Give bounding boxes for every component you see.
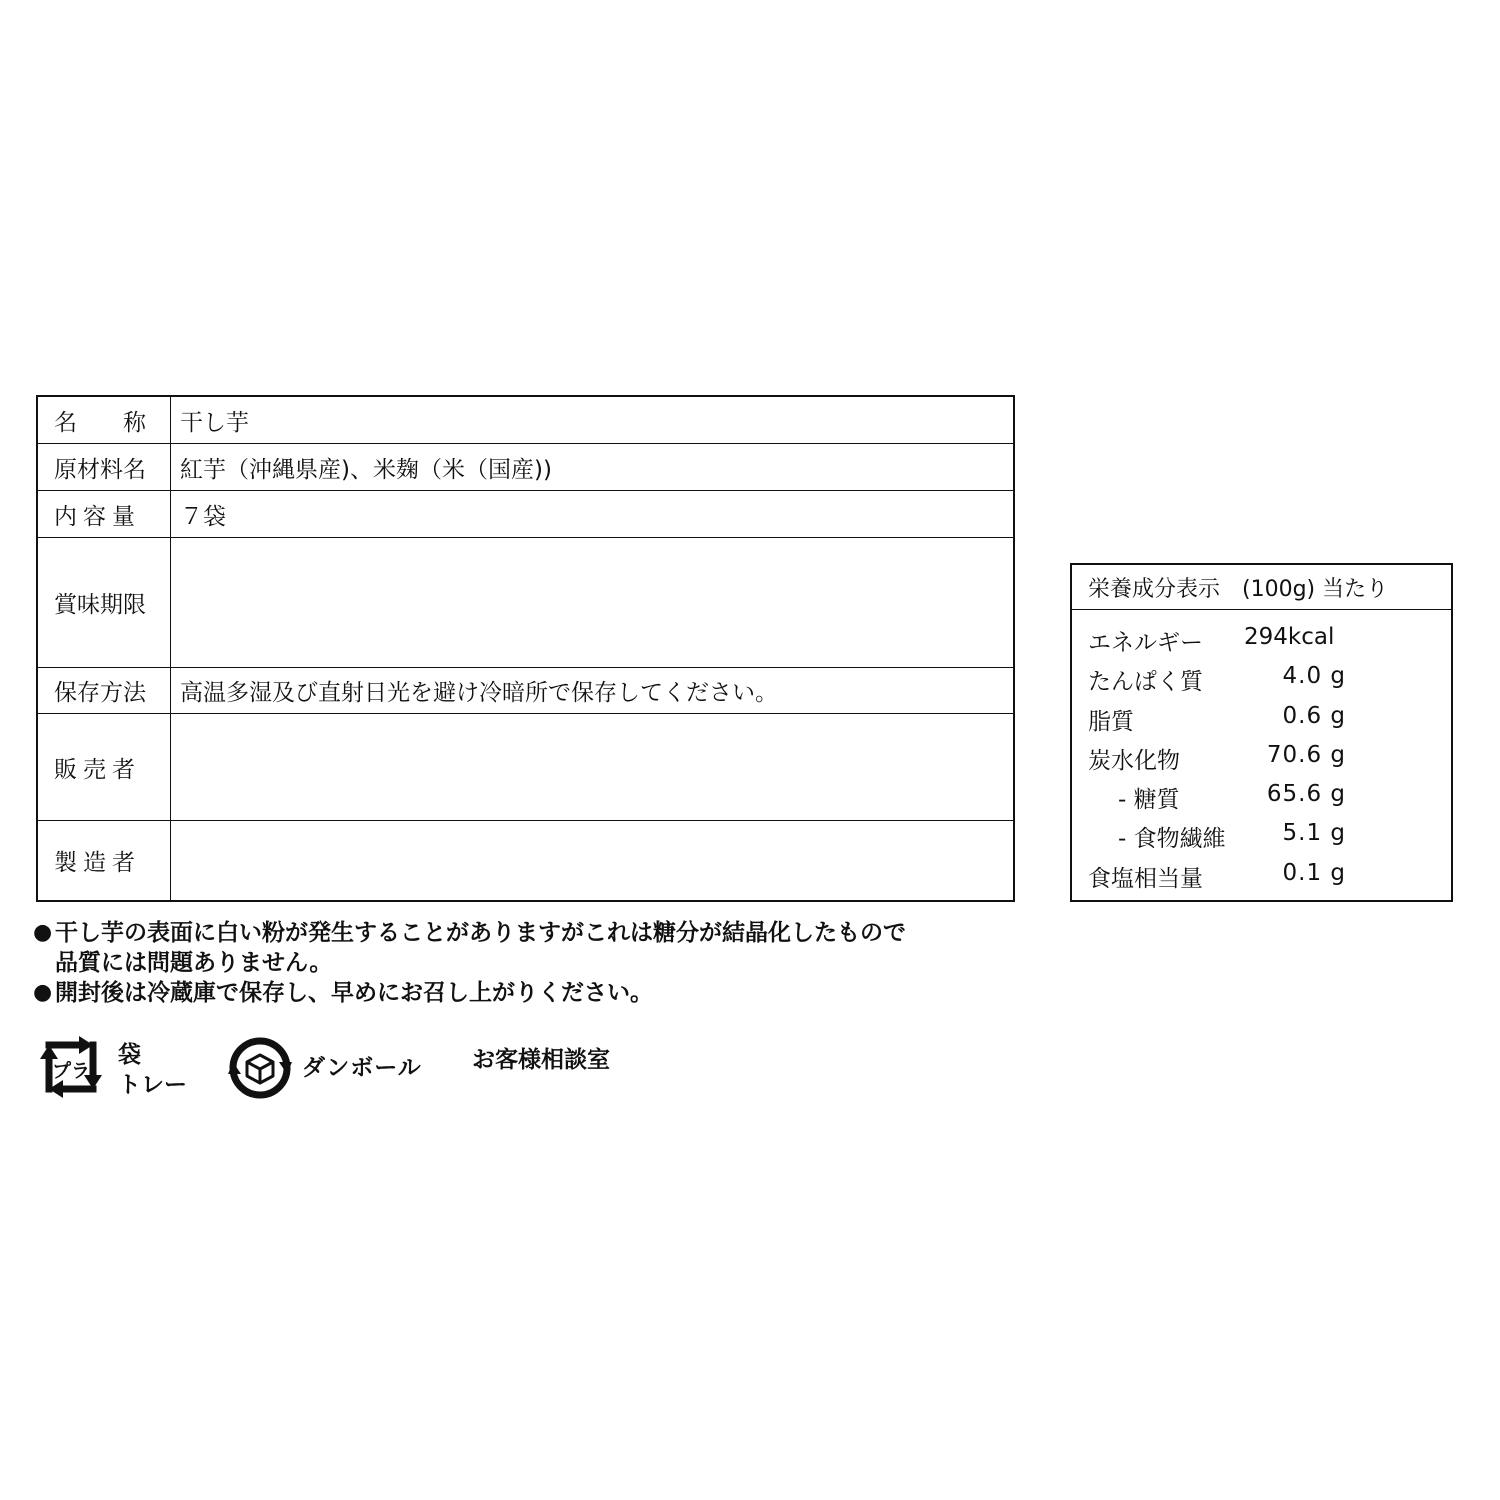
nutrition-value: 70.6 g — [1266, 741, 1346, 768]
nutrition-name: エネルギー — [1088, 630, 1203, 656]
customer-consultation: お客様相談室 — [472, 1047, 610, 1073]
notes — [33, 918, 1033, 1008]
label-head-manufacturer: 製造者 — [38, 821, 171, 900]
plastic-label-tray: トレー — [118, 1072, 187, 1098]
nutrition-row-protein — [1072, 659, 1451, 698]
bullet-icon: ● — [33, 920, 53, 945]
note-text: 開封後は冷蔵庫で保存し、早めにお召し上がりください。 — [55, 980, 653, 1006]
nutrition-row-fiber — [1072, 816, 1451, 855]
nutrition-row-sugar — [1072, 777, 1451, 816]
nutrition-value: 4.0 g — [1282, 663, 1346, 690]
label-value-manufacturer — [171, 821, 1013, 900]
plastic-label-bag: 袋 — [118, 1042, 141, 1068]
nutrition-row-energy — [1072, 620, 1451, 659]
label-row-ingredients — [38, 443, 1013, 490]
note-text: 干し芋の表面に白い粉が発生することがありますがこれは糖分が結晶化したもので 品質には問題ありません。 — [55, 920, 906, 976]
label-row-manufacturer — [38, 820, 1013, 900]
nutrition-value: 65.6 g — [1266, 781, 1346, 808]
nutrition-row-fat — [1072, 699, 1451, 738]
product-label-table — [36, 395, 1015, 902]
label-value-best-before — [171, 538, 1013, 667]
label-row-seller — [38, 713, 1013, 820]
nutrition-facts-box — [1070, 563, 1453, 902]
plastic-recycle-icon — [35, 1035, 107, 1099]
nutrition-name: 炭水化物 — [1088, 747, 1180, 774]
label-value-name: 干し芋 — [180, 409, 249, 436]
label-value-storage: 高温多湿及び直射日光を避け冷暗所で保存してください。 — [180, 680, 778, 706]
nutrition-value: 294kcal — [1244, 624, 1335, 650]
label-value-seller — [171, 714, 1013, 820]
label-row-best-before — [38, 537, 1013, 667]
note-item — [33, 978, 1033, 1008]
nutrition-name: - 食物繊維 — [1118, 826, 1226, 853]
label-head-seller: 販売者 — [38, 714, 171, 820]
nutrition-name: - 糖質 — [1118, 787, 1180, 814]
nutrition-list — [1072, 610, 1451, 895]
nutrition-value: 5.1 g — [1282, 820, 1346, 847]
label-value-ingredients: 紅芋（沖縄県産)、米麹（米（国産)) — [180, 456, 552, 483]
nutrition-name: 食塩相当量 — [1088, 865, 1203, 892]
label-value-contents: ７袋 — [180, 503, 226, 530]
label-head-contents: 内容量 — [38, 491, 171, 537]
cardboard-label: ダンボール — [302, 1055, 422, 1081]
pla-mark-text: プラ — [51, 1060, 91, 1082]
nutrition-value: 0.1 g — [1282, 859, 1346, 886]
label-head-storage: 保存方法 — [38, 668, 171, 713]
nutrition-value: 0.6 g — [1282, 702, 1346, 729]
note-item — [33, 918, 1033, 978]
cardboard-recycle-icon — [227, 1035, 293, 1101]
label-row-name — [38, 397, 1013, 443]
nutrition-title: 栄養成分表示 (100g) 当たり — [1072, 565, 1451, 610]
label-row-storage — [38, 667, 1013, 713]
label-head-ingredients: 原材料名 — [38, 444, 171, 490]
nutrition-name: 脂質 — [1088, 708, 1134, 735]
plastic-labels — [118, 1040, 187, 1100]
bullet-icon: ● — [33, 980, 53, 1005]
nutrition-name: たんぱく質 — [1088, 669, 1203, 696]
nutrition-row-carbohydrate — [1072, 738, 1451, 777]
label-head-best-before: 賞味期限 — [38, 538, 171, 667]
label-head-name: 名 称 — [38, 397, 171, 443]
label-row-contents — [38, 490, 1013, 537]
nutrition-row-salt — [1072, 856, 1451, 895]
